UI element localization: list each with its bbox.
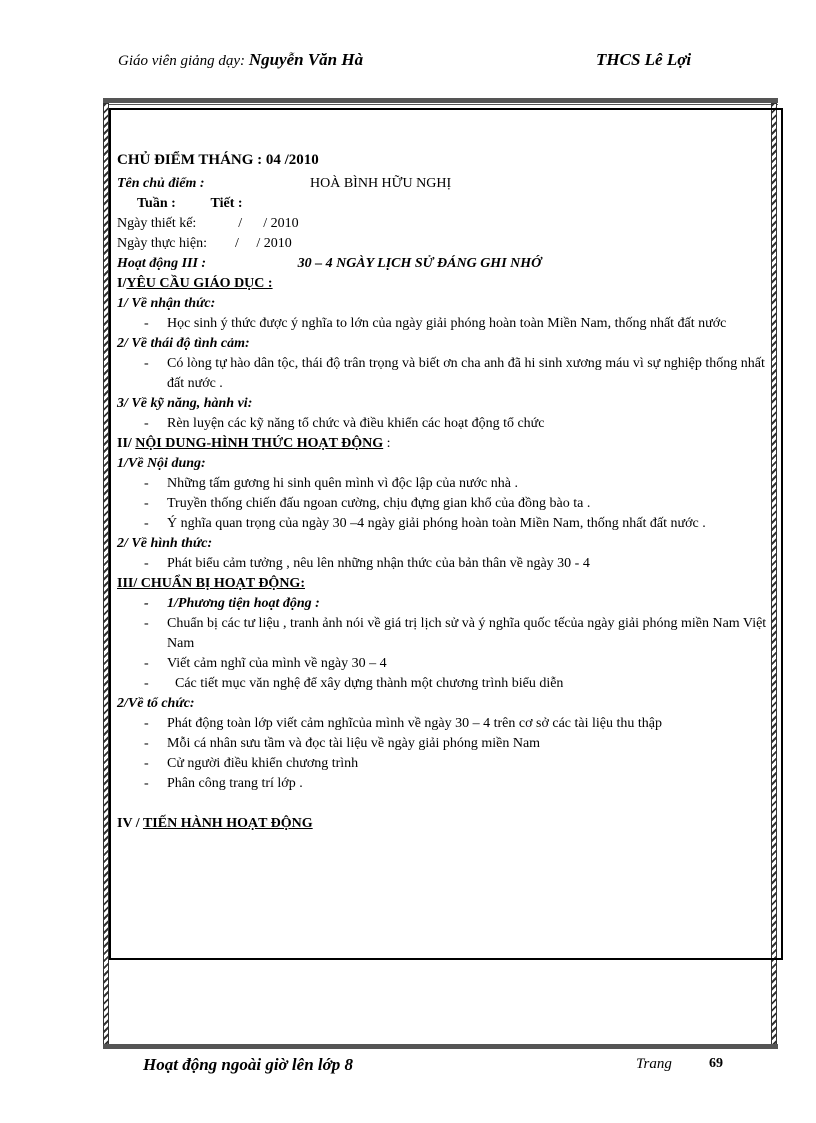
- design-date: Ngày thiết kế: / / 2010: [117, 216, 299, 231]
- s1-2-heading: 2/ Về thái độ tình cảm:: [117, 336, 250, 351]
- list-item: - Rèn luyện các kỹ năng tổ chức và điều khiển các hoạt động tổ chức: [117, 414, 777, 434]
- s1-1-heading: 1/ Về nhận thức:: [117, 296, 216, 311]
- section-3-heading: [117, 574, 777, 594]
- exec-date: Ngày thực hiện: / / 2010: [117, 236, 292, 251]
- section-2-heading: [117, 434, 777, 454]
- section-1-prefix: I/: [117, 276, 127, 291]
- activity-label: Hoạt động III :: [117, 256, 207, 271]
- theme-line: [117, 174, 777, 194]
- list-item: - Học sinh ý thức được ý nghĩa to lớn của ngày giải phóng hoàn toàn Miền Nam, thống nhất đất nước: [117, 314, 777, 334]
- theme-value: HOÀ BÌNH HỮU NGHỊ: [310, 176, 452, 191]
- section-2-prefix: II/: [117, 436, 132, 451]
- list-item: - Phân công trang trí lớp .: [117, 774, 777, 794]
- top-rule: [103, 98, 778, 103]
- s3-2-heading: 2/Về tổ chức:: [117, 696, 195, 711]
- section-4-title: TIẾN HÀNH HOẠT ĐỘNG: [142, 816, 313, 831]
- activity-value: 30 – 4 NGÀY LỊCH SỬ ĐÁNG GHI NHỚ: [297, 256, 542, 271]
- teacher-line: [118, 50, 363, 70]
- page-header: [118, 50, 718, 74]
- bottom-rule: [103, 1044, 778, 1049]
- theme-label: Tên chủ điểm :: [117, 176, 205, 191]
- section-2-suffix: :: [386, 436, 391, 451]
- list-item: - Chuẩn bị các tư liệu , tranh ảnh nói về giá trị lịch sử và ý nghĩa quốc tếcủa ngày giải phóng miền Nam Việt Nam: [117, 614, 777, 654]
- footer-page-number: 69: [709, 1056, 723, 1071]
- list-item: - Viết cảm nghĩ của mình về ngày 30 – 4: [117, 654, 777, 674]
- list-item: - Mỗi cá nhân sưu tầm và đọc tài liệu về ngày giải phóng miền Nam: [117, 734, 777, 754]
- list-item: - Những tấm gương hi sinh quên mình vì độc lập của nước nhà .: [117, 474, 777, 494]
- list-item: - Cử người điều khiển chương trình: [117, 754, 777, 774]
- list-item: - Các tiết mục văn nghệ để xây dựng thành một chương trình biểu diễn: [117, 674, 777, 694]
- section-1-heading: [117, 274, 777, 294]
- section-2-title: NỘI DUNG-HÌNH THỨC HOẠT ĐỘNG: [135, 436, 384, 451]
- s2-2-heading: 2/ Về hình thức:: [117, 536, 213, 551]
- list-item: - Phát biểu cảm tưởng , nêu lên những nhận thức của bản thân về ngày 30 - 4: [117, 554, 777, 574]
- teacher-label: Giáo viên giảng dạy:: [118, 53, 246, 69]
- teacher-name: Nguyễn Văn Hà: [248, 50, 364, 69]
- section-1-title: YÊU CẦU GIÁO DỤC :: [126, 276, 273, 291]
- week-line: Tuần : Tiết :: [137, 196, 243, 211]
- section-4-heading: [117, 814, 777, 834]
- section-4-prefix: IV /: [117, 816, 140, 831]
- activity-line: [117, 254, 777, 274]
- top-rule-thin: [103, 104, 778, 105]
- s2-1-heading: 1/Về Nội dung:: [117, 456, 206, 471]
- school-name: THCS Lê Lợi: [596, 50, 692, 69]
- list-item: - Phát động toàn lớp viết cảm nghĩcủa mình về ngày 30 – 4 trên cơ sở các tài liệu thu thập: [117, 714, 777, 734]
- document-body: [117, 150, 777, 834]
- footer-page-label: Trang: [636, 1056, 672, 1072]
- s3-1-heading: - 1/Phương tiện hoạt động :: [117, 594, 777, 614]
- doc-title: CHỦ ĐIỂM THÁNG : 04 /2010: [117, 152, 319, 168]
- footer-title: Hoạt động ngoài giờ lên lớp 8: [143, 1055, 353, 1074]
- list-item: - Truyền thống chiến đấu ngoan cường, chịu đựng gian khổ của đồng bào ta .: [117, 494, 777, 514]
- list-item: - Có lòng tự hào dân tộc, thái độ trân trọng và biết ơn cha anh đã hi sinh xương máu vì sự nghiệp thống nhất đất nước .: [117, 354, 777, 394]
- s1-3-heading: 3/ Về kỹ năng, hành vi:: [117, 396, 253, 411]
- section-3-title: III/ CHUẨN BỊ HOẠT ĐỘNG:: [117, 576, 305, 591]
- list-item: - Ý nghĩa quan trọng của ngày 30 –4 ngày giải phóng hoàn toàn Miền Nam, thống nhất đất nước .: [117, 514, 777, 534]
